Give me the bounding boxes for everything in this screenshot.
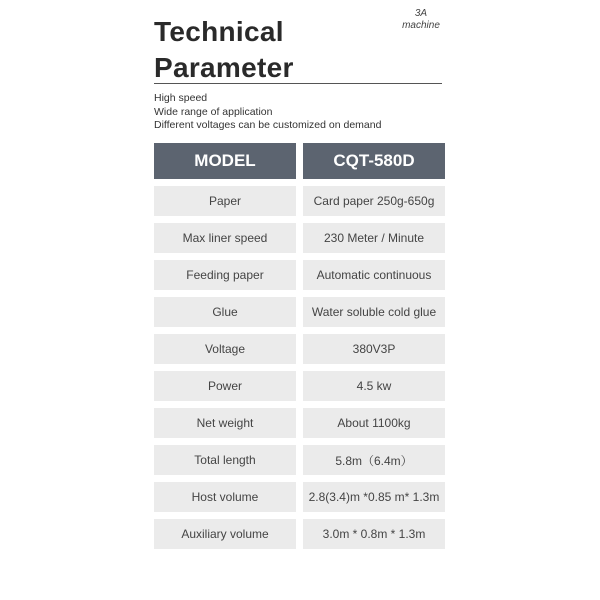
table-row [154, 371, 445, 401]
spec-table [154, 143, 445, 556]
header-model-value: CQT-580D [303, 143, 445, 179]
title-line-1: Technical [154, 16, 284, 47]
spec-table-header [154, 143, 445, 179]
spec-value: 380V3P [303, 334, 445, 364]
table-row [154, 297, 445, 327]
spec-value: 230 Meter / Minute [303, 223, 445, 253]
spec-value: Card paper 250g-650g [303, 186, 445, 216]
spec-label: Paper [154, 186, 296, 216]
spec-value: Water soluble cold glue [303, 297, 445, 327]
feature-list [154, 92, 381, 133]
title-line-2: Parameter [154, 52, 294, 83]
spec-value: 5.8m（6.4m） [303, 445, 445, 475]
spec-value: About 1100kg [303, 408, 445, 438]
spec-label: Power [154, 371, 296, 401]
spec-label: Net weight [154, 408, 296, 438]
table-row [154, 408, 445, 438]
table-row [154, 445, 445, 475]
spec-label: Feeding paper [154, 260, 296, 290]
table-row [154, 334, 445, 364]
table-row [154, 260, 445, 290]
brand-mark [400, 8, 442, 32]
spec-value: 3.0m * 0.8m * 1.3m [303, 519, 445, 549]
header-model-label: MODEL [154, 143, 296, 179]
table-row [154, 482, 445, 512]
brand-line-2: machine [402, 20, 440, 31]
spec-label: Glue [154, 297, 296, 327]
spec-value: Automatic continuous [303, 260, 445, 290]
table-row [154, 223, 445, 253]
spec-label: Total length [154, 445, 296, 475]
spec-label: Host volume [154, 482, 296, 512]
feature-item: High speed [154, 92, 208, 104]
spec-label: Voltage [154, 334, 296, 364]
table-row [154, 519, 445, 549]
spec-label: Max liner speed [154, 223, 296, 253]
table-row [154, 186, 445, 216]
spec-value: 4.5 kw [303, 371, 445, 401]
page-title [154, 14, 294, 86]
feature-item: Wide range of application [154, 105, 273, 118]
spec-label: Auxiliary volume [154, 519, 296, 549]
brand-line-1: 3A [414, 8, 428, 19]
spec-value: 2.8(3.4)m *0.85 m* 1.3m [303, 482, 445, 512]
title-divider [154, 83, 442, 84]
feature-item: Different voltages can be customized on demand [154, 119, 382, 131]
